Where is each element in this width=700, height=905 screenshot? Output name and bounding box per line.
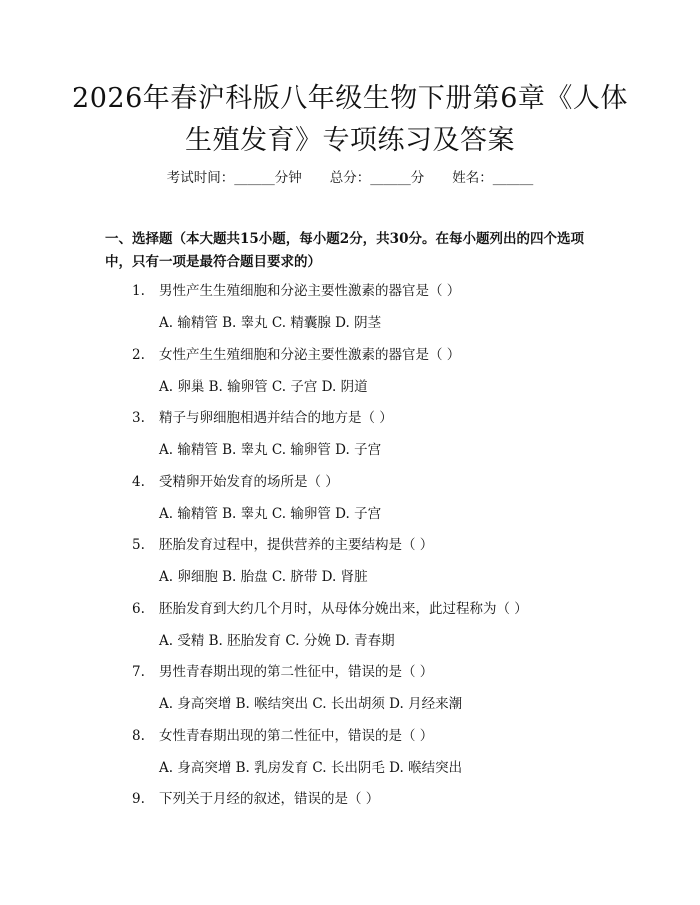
exam-info-line <box>0 167 700 189</box>
question-stem: 女性产生生殖细胞和分泌主要性激素的器官是（ ） <box>159 346 461 363</box>
question-options: A. 受精 B. 胚胎发育 C. 分娩 D. 青春期 <box>159 632 395 649</box>
question-number: 9. <box>132 791 145 807</box>
question-stem: 胚胎发育到大约几个月时，从母体分娩出来，此过程称为（ ） <box>159 600 528 617</box>
question-stem: 精子与卵细胞相遇并结合的地方是（ ） <box>159 410 393 426</box>
question-options: A. 输精管 B. 睾丸 C. 输卵管 D. 子宫 <box>159 505 382 522</box>
question-stem: 受精卵开始发育的场所是（ ） <box>159 473 339 490</box>
question-number: 4. <box>132 473 145 490</box>
exam-time-field: 考试时间：______分钟 <box>166 170 302 186</box>
question-options: A. 卵巢 B. 输卵管 C. 子宫 D. 阴道 <box>159 378 368 395</box>
question-options: A. 输精管 B. 睾丸 C. 输卵管 D. 子宫 <box>159 442 382 458</box>
question-options: A. 身高突增 B. 乳房发育 C. 长出阴毛 D. 喉结突出 <box>159 759 463 776</box>
question-options: A. 卵细胞 B. 胎盘 C. 脐带 D. 肾脏 <box>159 569 368 585</box>
question-options: A. 输精管 B. 睾丸 C. 精囊腺 D. 阴茎 <box>159 315 382 331</box>
question-stem: 下列关于月经的叙述，错误的是（ ） <box>159 791 380 807</box>
name-field: 姓名：______ <box>452 170 534 186</box>
document-title: 2026年春沪科版八年级生物下册第6章《人体生殖发育》专项练习及答案 <box>72 83 628 156</box>
question-number: 7. <box>132 664 145 680</box>
question-number: 8. <box>132 727 145 744</box>
total-score-field: 总分：______分 <box>329 170 425 186</box>
question-number: 6. <box>132 600 145 617</box>
question-stem: 男性青春期出现的第二性征中，错误的是（ ） <box>159 664 434 680</box>
question-number: 3. <box>132 410 145 426</box>
question-number: 1. <box>132 283 145 299</box>
section-heading: 一、选择题（本大题共15小题，每小题2分，共30分。在每小题列出的四个选项中，只有一项是最符合题目要求的） <box>105 231 584 270</box>
question-stem: 胚胎发育过程中，提供营养的主要结构是（ ） <box>159 537 434 553</box>
question-number: 2. <box>132 346 145 363</box>
question-number: 5. <box>132 537 145 553</box>
question-stem: 女性青春期出现的第二性征中，错误的是（ ） <box>159 727 434 744</box>
question-options: A. 身高突增 B. 喉结突出 C. 长出胡须 D. 月经来潮 <box>159 696 463 712</box>
question-stem: 男性产生生殖细胞和分泌主要性激素的器官是（ ） <box>159 283 461 299</box>
